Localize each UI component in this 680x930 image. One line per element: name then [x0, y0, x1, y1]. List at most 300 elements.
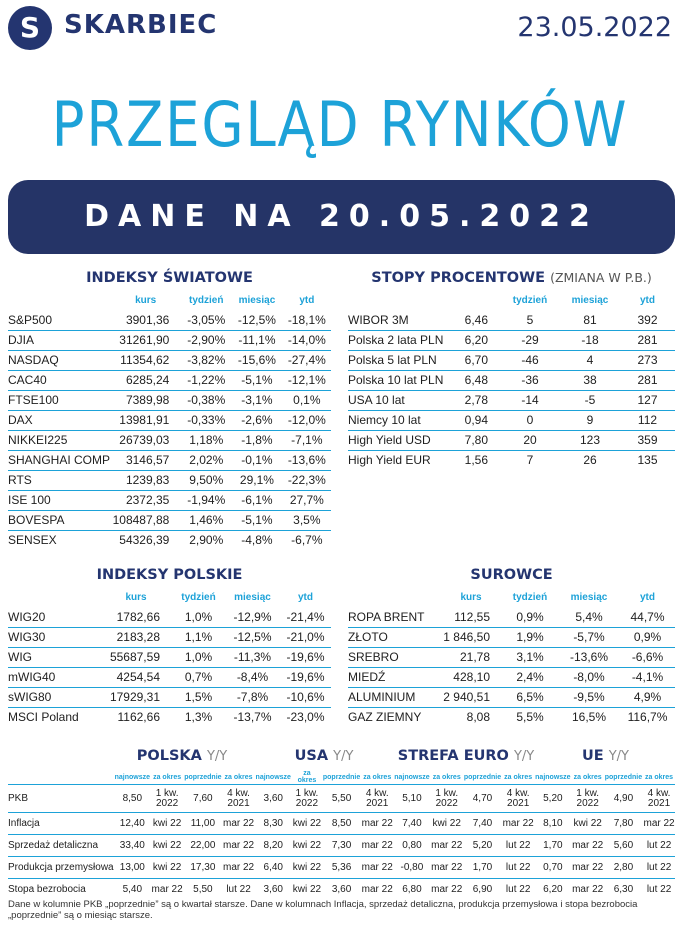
table-row [8, 879, 675, 901]
table-row [8, 857, 675, 879]
cell-miesiac: 16,5% [571, 710, 607, 725]
macro-cell: 0,80 [393, 835, 430, 857]
macro-cell: lut 22 [226, 884, 251, 896]
table-row [348, 647, 675, 667]
macro-cell: 0,70 [534, 857, 571, 879]
section-title-commodities: SUROWCE [470, 567, 553, 583]
table-row [8, 835, 675, 857]
section-subtitle: (ZMIANA W P.B.) [550, 270, 652, 285]
cell-ytd: 112 [620, 410, 675, 430]
table-row [348, 667, 675, 687]
cell-tydzien: 6,5% [502, 687, 558, 707]
cell-kurs: 108487,88 [110, 510, 181, 530]
cell-tydzien: -46 [500, 350, 560, 370]
macro-cell: 33,40 [114, 835, 151, 857]
cell-ytd: -12,1% [283, 370, 331, 390]
macro-cell: 4 kw. 2021 [502, 785, 534, 813]
macro-subcol-header: za okres [361, 770, 393, 785]
region-name: POLSKA [136, 748, 202, 764]
section-title-interest-rates [348, 270, 675, 286]
cell-ytd: 44,7% [620, 607, 675, 627]
cell-miesiac: -15,6% [231, 350, 282, 370]
cell-tydzien: 2,90% [189, 533, 224, 548]
cell-miesiac: -12,5% [225, 627, 280, 647]
cell-miesiac: -13,7% [233, 710, 272, 725]
table-row [8, 647, 331, 667]
table-row [348, 390, 675, 410]
report-date: 23.05.2022 [517, 12, 672, 43]
cell-ytd: 392 [620, 310, 675, 330]
table-row [348, 310, 675, 330]
row-label: NASDAQ [8, 350, 110, 370]
macro-cell: mar 22 [572, 835, 604, 857]
macro-subcol-header: za okres [431, 770, 463, 785]
cell-ytd: -12,0% [283, 410, 331, 430]
cell-value: 2,78 [450, 390, 500, 410]
macro-subcol-header: za okres [292, 770, 322, 785]
cell-miesiac: -9,5% [558, 687, 620, 707]
macro-subcol-header: za okres [502, 770, 534, 785]
section-title-text: STOPY PROCENTOWE [371, 270, 546, 286]
macro-cell: 1 kw. 2022 [292, 785, 322, 813]
macro-cell: lut 22 [643, 857, 675, 879]
table-header-row [8, 290, 331, 310]
region-title-polska [112, 748, 252, 764]
cell-tydzien: -29 [500, 330, 560, 350]
cell-tydzien: 5,5% [516, 710, 544, 725]
cell-miesiac: -3,1% [231, 390, 282, 410]
table-row [8, 530, 331, 550]
macro-cell: 7,30 [322, 835, 361, 857]
cell-ytd: 0,1% [283, 390, 331, 410]
cell-tydzien: 5 [500, 310, 560, 330]
cell-tydzien: 1,1% [172, 627, 225, 647]
cell-tydzien: 0,9% [502, 607, 558, 627]
macro-cell: 7,40 [393, 813, 430, 835]
cell-kurs: 55687,59 [100, 647, 172, 667]
row-label: MIEDŹ [348, 667, 440, 687]
table-row [8, 607, 331, 627]
cell-ytd: 281 [620, 370, 675, 390]
table-row [8, 390, 331, 410]
table-row [348, 627, 675, 647]
cell-miesiac: -5 [560, 390, 620, 410]
table-row [348, 370, 675, 390]
row-label: Stopa bezrobocia [8, 884, 86, 896]
row-label: sWIG80 [8, 687, 100, 707]
macro-cell: 5,20 [534, 785, 571, 813]
cell-tydzien: 1,3% [184, 710, 213, 725]
cell-kurs: 17929,31 [100, 687, 172, 707]
cell-miesiac: -8,4% [225, 667, 280, 687]
macro-cell: mar 22 [431, 835, 463, 857]
table-header-row [348, 587, 675, 607]
macro-subcol-header: poprzednie [604, 770, 643, 785]
row-label: DJIA [8, 330, 110, 350]
table-row [348, 687, 675, 707]
table-row [348, 430, 675, 450]
brand-name: SKARBIEC [64, 10, 218, 40]
col-header: miesiąc [570, 591, 608, 603]
macro-subcol-header: najnowsze [114, 770, 151, 785]
cell-tydzien: -0,38% [181, 390, 231, 410]
macro-subcol-header: poprzednie [463, 770, 502, 785]
cell-miesiac: -2,6% [231, 410, 282, 430]
cell-ytd: -13,6% [283, 450, 331, 470]
cell-miesiac: -12,9% [225, 607, 280, 627]
macro-cell: 6,40 [255, 857, 292, 879]
macro-cell: 13,00 [114, 857, 151, 879]
row-label: WIBOR 3M [348, 310, 450, 330]
row-label: Produkcja przemysłowa [8, 857, 114, 879]
cell-kurs: 7389,98 [110, 390, 181, 410]
row-label: WIG20 [8, 607, 100, 627]
macro-subcol-header: najnowsze [393, 770, 430, 785]
cell-tydzien: -1,94% [181, 490, 231, 510]
cell-kurs: 2 940,51 [440, 687, 502, 707]
macro-cell: 6,30 [613, 884, 634, 896]
cell-miesiac: -7,8% [225, 687, 280, 707]
cell-kurs: 2372,35 [110, 490, 181, 510]
table-row [8, 430, 331, 450]
cell-tydzien: -2,90% [181, 330, 231, 350]
cell-tydzien: 1,0% [172, 647, 225, 667]
macro-cell: 5,40 [122, 884, 143, 896]
section-title-world-indices: INDEKSY ŚWIATOWE [86, 270, 253, 286]
macro-cell: mar 22 [361, 835, 393, 857]
cell-miesiac: 5,4% [558, 607, 620, 627]
macro-cell: 2,80 [604, 857, 643, 879]
table-row [348, 607, 675, 627]
region-title-usa [254, 748, 394, 764]
section-title-polish-indices: INDEKSY POLSKIE [96, 567, 243, 583]
footnote: Dane w kolumnie PKB „poprzednie” są o kwartał starsze. Dane w kolumnach Inflacja, sprzedaż detaliczna, produkcja przemysłowa i stopa bezrobocia „poprzednie” są o miesiąc starsze. [8, 899, 638, 921]
table-row [8, 707, 331, 727]
cell-ytd: -27,4% [283, 350, 331, 370]
table-row [8, 667, 331, 687]
row-label: ROPA BRENT [348, 607, 440, 627]
cell-miesiac: 81 [560, 310, 620, 330]
region-suffix: Y/Y [608, 749, 629, 764]
data-date-banner: DANE NA 20.05.2022 [8, 180, 675, 254]
cell-tydzien: 2,02% [181, 450, 231, 470]
table-row [348, 707, 675, 727]
table-row [8, 330, 331, 350]
macro-subcol-header: za okres [643, 770, 675, 785]
cell-value: 1,56 [464, 453, 488, 468]
cell-tydzien: -3,05% [181, 310, 231, 330]
macro-cell: 5,10 [393, 785, 430, 813]
cell-tydzien: 20 [500, 430, 560, 450]
macro-cell: mar 22 [223, 835, 255, 857]
col-header: kurs [135, 294, 157, 306]
cell-tydzien: 9,50% [181, 470, 231, 490]
header [0, 0, 680, 56]
macro-cell: 3,60 [263, 884, 283, 896]
macro-cell: kwi 22 [292, 835, 322, 857]
macro-cell: kwi 22 [572, 813, 604, 835]
macro-cell: 17,30 [183, 857, 222, 879]
cell-miesiac: -8,0% [558, 667, 620, 687]
macro-subcol-header: za okres [223, 770, 255, 785]
cell-kurs: 1 846,50 [440, 627, 502, 647]
table-row [8, 350, 331, 370]
cell-tydzien: 1,5% [172, 687, 225, 707]
cell-miesiac: 26 [583, 453, 597, 468]
skarbiec-logo-icon: S [8, 6, 52, 50]
cell-ytd: 27,7% [283, 490, 331, 510]
table-row [8, 470, 331, 490]
macro-cell: 11,00 [183, 813, 222, 835]
region-suffix: Y/Y [513, 749, 535, 764]
cell-kurs: 428,10 [440, 667, 502, 687]
macro-cell: mar 22 [502, 813, 534, 835]
cell-ytd: -23,0% [286, 710, 325, 725]
cell-ytd: -10,6% [280, 687, 331, 707]
col-header: miesiąc [238, 294, 276, 306]
macro-cell: -0,80 [393, 857, 430, 879]
macro-cell: mar 22 [361, 857, 393, 879]
cell-kurs: 1239,83 [110, 470, 181, 490]
cell-kurs: 3146,57 [110, 450, 181, 470]
table-row [8, 410, 331, 430]
cell-ytd: -21,4% [280, 607, 331, 627]
cell-kurs: 8,08 [466, 710, 490, 725]
macro-cell: 8,30 [255, 813, 292, 835]
col-header: miesiąc [234, 591, 271, 603]
macro-cell: mar 22 [151, 884, 183, 896]
macro-cell: 22,00 [183, 835, 222, 857]
table-row [8, 370, 331, 390]
cell-miesiac: -11,1% [231, 330, 282, 350]
col-header: tydzień [512, 591, 548, 603]
cell-ytd: -19,6% [280, 647, 331, 667]
table-header-row [8, 770, 675, 785]
cell-tydzien: -36 [500, 370, 560, 390]
cell-miesiac: 123 [560, 430, 620, 450]
macro-cell: mar 22 [431, 857, 463, 879]
row-label: WIG [8, 647, 100, 667]
row-label: High Yield USD [348, 430, 450, 450]
row-label: RTS [8, 470, 110, 490]
cell-tydzien: 1,0% [172, 607, 225, 627]
row-label: MSCI Poland [8, 710, 79, 725]
row-label: DAX [8, 410, 110, 430]
macro-cell: kwi 22 [292, 813, 322, 835]
cell-ytd: -22,3% [283, 470, 331, 490]
cell-kurs: 112,55 [440, 607, 502, 627]
table-row [8, 310, 331, 330]
macro-cell: 1 kw. 2022 [431, 785, 463, 813]
table-row [348, 330, 675, 350]
cell-ytd: -14,0% [283, 330, 331, 350]
region-suffix: Y/Y [333, 749, 354, 764]
macro-cell: 4 kw. 2021 [643, 785, 675, 813]
cell-kurs: 31261,90 [110, 330, 181, 350]
table-row [348, 350, 675, 370]
macro-cell: mar 22 [572, 884, 604, 896]
macro-cell: 7,60 [183, 785, 222, 813]
macro-cell: mar 22 [361, 884, 393, 896]
cell-value: 6,20 [450, 330, 500, 350]
cell-ytd: 135 [637, 453, 658, 468]
row-label: GAZ ZIEMNY [348, 710, 422, 725]
row-label: CAC40 [8, 370, 110, 390]
cell-miesiac: -13,6% [558, 647, 620, 667]
macro-cell: 5,36 [322, 857, 361, 879]
row-label: Inflacja [8, 813, 114, 835]
cell-kurs: 4254,54 [100, 667, 172, 687]
macro-cell: 6,80 [402, 884, 422, 896]
macro-cell: 8,20 [255, 835, 292, 857]
table-row [348, 410, 675, 430]
macro-subcol-header: poprzednie [183, 770, 222, 785]
macro-cell: mar 22 [361, 813, 393, 835]
cell-kurs: 1162,66 [117, 710, 160, 725]
cell-kurs: 6285,24 [110, 370, 181, 390]
macro-cell: mar 22 [223, 813, 255, 835]
cell-ytd: 127 [620, 390, 675, 410]
cell-kurs: 11354,62 [110, 350, 181, 370]
table-row [8, 813, 675, 835]
macro-cell: kwi 22 [292, 884, 322, 896]
row-label: SHANGHAI COMP [8, 450, 110, 470]
cell-tydzien: -1,22% [181, 370, 231, 390]
macro-cell: 4,70 [463, 785, 502, 813]
row-label: PKB [8, 785, 114, 813]
region-title-ue [538, 748, 673, 764]
commodities-table [348, 587, 675, 727]
cell-miesiac: -18 [560, 330, 620, 350]
cell-miesiac: -12,5% [231, 310, 282, 330]
table-row [8, 687, 331, 707]
row-label: ALUMINIUM [348, 687, 440, 707]
row-label: Polska 10 lat PLN [348, 370, 450, 390]
cell-tydzien: 0 [500, 410, 560, 430]
macro-cell: lut 22 [643, 835, 675, 857]
cell-tydzien: -14 [500, 390, 560, 410]
world-indices-table [8, 290, 331, 550]
cell-ytd: 116,7% [627, 710, 668, 725]
row-label: High Yield EUR [348, 453, 431, 468]
cell-tydzien: 1,18% [181, 430, 231, 450]
cell-miesiac: -4,8% [241, 533, 273, 548]
col-header: kurs [125, 591, 147, 603]
macro-cell: kwi 22 [151, 813, 183, 835]
cell-kurs: 3901,36 [110, 310, 181, 330]
macro-cell: mar 22 [572, 857, 604, 879]
cell-value: 6,46 [450, 310, 500, 330]
row-label: NIKKEI225 [8, 430, 110, 450]
cell-miesiac: 38 [560, 370, 620, 390]
cell-ytd: 4,9% [620, 687, 675, 707]
row-label: Niemcy 10 lat [348, 410, 450, 430]
macro-cell: 1 kw. 2022 [151, 785, 183, 813]
col-header: ytd [299, 294, 315, 306]
col-header: tydzień [189, 294, 224, 306]
cell-value: 0,94 [450, 410, 500, 430]
cell-miesiac: -5,1% [231, 370, 282, 390]
cell-miesiac: -6,1% [231, 490, 282, 510]
cell-kurs: 2183,28 [100, 627, 172, 647]
cell-ytd: 359 [620, 430, 675, 450]
region-name: UE [581, 748, 604, 764]
col-header: tydzień [512, 294, 548, 306]
macro-cell: 8,50 [322, 813, 361, 835]
cell-miesiac: -5,7% [558, 627, 620, 647]
macro-cell: 1 kw. 2022 [572, 785, 604, 813]
macro-subcol-header: za okres [572, 770, 604, 785]
table-row [8, 450, 331, 470]
region-name: USA [294, 748, 329, 764]
cell-ytd: 273 [620, 350, 675, 370]
macro-cell: mar 22 [431, 884, 463, 896]
cell-miesiac: 4 [560, 350, 620, 370]
cell-miesiac: -0,1% [231, 450, 282, 470]
macro-cell: lut 22 [502, 857, 534, 879]
macro-cell: 8,50 [114, 785, 151, 813]
macro-cell: kwi 22 [151, 835, 183, 857]
table-header-row [8, 587, 331, 607]
cell-value: 6,48 [450, 370, 500, 390]
cell-ytd: -6,7% [291, 533, 323, 548]
macro-cell: lut 22 [502, 835, 534, 857]
cell-ytd: -19,6% [280, 667, 331, 687]
interest-rates-table [348, 290, 675, 470]
row-label: Polska 2 lata PLN [348, 330, 450, 350]
col-header: miesiąc [571, 294, 609, 306]
row-label: USA 10 lat [348, 390, 450, 410]
cell-miesiac: -5,1% [231, 510, 282, 530]
table-header-row [348, 290, 675, 310]
region-name: STREFA EURO [397, 748, 509, 764]
row-label: SREBRO [348, 647, 440, 667]
macro-subcol-header: poprzednie [322, 770, 361, 785]
table-row [8, 510, 331, 530]
row-label: S&P500 [8, 310, 110, 330]
cell-tydzien: 1,46% [181, 510, 231, 530]
cell-kurs: 13981,91 [110, 410, 181, 430]
cell-miesiac: 9 [560, 410, 620, 430]
macro-cell: 5,50 [193, 884, 213, 896]
col-header: tydzień [181, 591, 216, 603]
row-label: ISE 100 [8, 490, 110, 510]
macro-cell: 12,40 [114, 813, 151, 835]
cell-value: 7,80 [450, 430, 500, 450]
table-row [348, 450, 675, 470]
row-label: WIG30 [8, 627, 100, 647]
col-header: kurs [460, 591, 482, 603]
cell-ytd: -21,0% [280, 627, 331, 647]
row-label: SENSEX [8, 533, 57, 548]
table-row [8, 490, 331, 510]
cell-tydzien: 3,1% [502, 647, 558, 667]
macro-cell: mar 22 [643, 813, 675, 835]
macro-cell: lut 22 [646, 884, 672, 896]
cell-value: 6,70 [450, 350, 500, 370]
row-label: BOVESPA [8, 510, 110, 530]
cell-kurs: 26739,03 [110, 430, 181, 450]
table-row [8, 785, 675, 813]
macro-cell: 3,60 [255, 785, 292, 813]
cell-tydzien: -0,33% [181, 410, 231, 430]
col-header: ytd [640, 294, 655, 306]
macro-cell: 4,90 [604, 785, 643, 813]
cell-ytd: -4,1% [620, 667, 675, 687]
row-label: mWIG40 [8, 667, 100, 687]
macro-cell: lut 22 [505, 884, 531, 896]
row-label: Sprzedaż detaliczna [8, 835, 114, 857]
